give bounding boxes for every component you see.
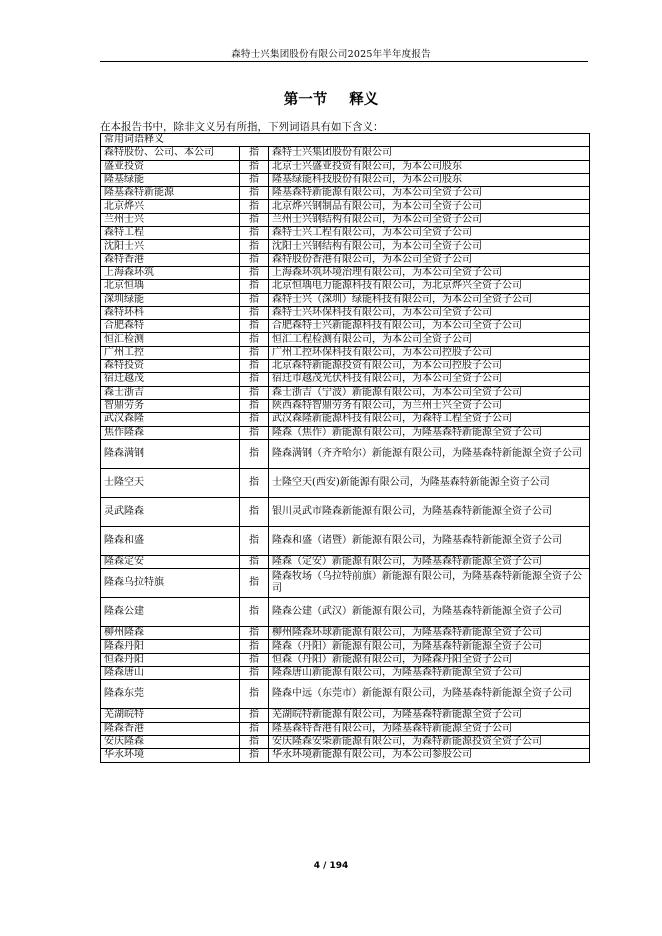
table-row: [101, 386, 590, 399]
zhi-cell: 指: [240, 569, 269, 598]
table-row: [101, 569, 590, 598]
meaning-cell: 北京森特新能源投资有限公司，为本公司控股子公司: [269, 360, 590, 373]
table-row: [101, 598, 590, 627]
table-row: [101, 306, 590, 319]
table-row: [101, 399, 590, 412]
zhi-cell: 指: [240, 439, 269, 468]
section-title: [0, 88, 662, 109]
zhi-cell: 指: [240, 653, 269, 666]
meaning-cell: 华永环境新能源有限公司，为本公司参股公司: [269, 749, 590, 762]
zhi-cell: 指: [240, 399, 269, 412]
term-cell: 兰州士兴: [101, 213, 240, 226]
zhi-cell: 指: [240, 346, 269, 359]
term-cell: 森特环科: [101, 306, 240, 319]
term-cell: 深圳绿能: [101, 293, 240, 306]
zhi-cell: 指: [240, 147, 269, 160]
meaning-cell: 森特士兴工程有限公司，为本公司全资子公司: [269, 227, 590, 240]
term-cell: 焦作隆森: [101, 426, 240, 439]
term-cell: 隆森香港: [101, 722, 240, 735]
zhi-cell: 指: [240, 240, 269, 253]
meaning-cell: 森特士兴（深圳）绿能科技有限公司，为本公司全资子公司: [269, 293, 590, 306]
meaning-cell: 隆森（丹阳）新能源有限公司，为隆基森特新能源全资子公司: [269, 640, 590, 653]
meaning-cell: 北京烨兴钢制品有限公司，为本公司全资子公司: [269, 200, 590, 213]
zhi-cell: 指: [240, 213, 269, 226]
zhi-cell: 指: [240, 413, 269, 426]
term-cell: 武汉森隆: [101, 413, 240, 426]
term-cell: 上海森环筑: [101, 266, 240, 279]
meaning-cell: 隆基森特香港有限公司，为隆基森特新能源全资子公司: [269, 722, 590, 735]
zhi-cell: 指: [240, 173, 269, 186]
term-cell: 士隆空天: [101, 468, 240, 497]
term-cell: 森特香港: [101, 253, 240, 266]
zhi-cell: 指: [240, 627, 269, 640]
term-cell: 隆基绿能: [101, 173, 240, 186]
meaning-cell: 合肥森特士兴新能源科技有限公司，为本公司全资子公司: [269, 320, 590, 333]
table-row: [101, 413, 590, 426]
meaning-cell: 芜湖皖特新能源有限公司，为隆基森特新能源全资子公司: [269, 709, 590, 722]
term-cell: 恒汇检测: [101, 333, 240, 346]
table-row: [101, 227, 590, 240]
zhi-cell: 指: [240, 640, 269, 653]
meaning-cell: 隆森和盛（诸暨）新能源有限公司，为隆基森特新能源全资子公司: [269, 526, 590, 555]
header-rule: [100, 61, 588, 62]
table-row: [101, 240, 590, 253]
table-row: [101, 722, 590, 735]
table-row: [101, 253, 590, 266]
term-cell: 隆森定安: [101, 555, 240, 568]
table-row: [101, 373, 590, 386]
zhi-cell: 指: [240, 253, 269, 266]
meaning-cell: 隆森中远（东莞市）新能源有限公司，为隆基森特新能源全资子公司: [269, 680, 590, 709]
zhi-cell: 指: [240, 360, 269, 373]
zhi-cell: 指: [240, 386, 269, 399]
term-cell: 沈阳士兴: [101, 240, 240, 253]
table-row: [101, 160, 590, 173]
zhi-cell: 指: [240, 266, 269, 279]
table-row: [101, 200, 590, 213]
term-cell: 森特工程: [101, 227, 240, 240]
intro-text: 在本报告书中，除非文义另有所指，下列词语具有如下含义：: [100, 121, 384, 133]
term-cell: 宿迁越茂: [101, 373, 240, 386]
meaning-cell: 隆森（焦作）新能源有限公司，为隆基森特新能源全资子公司: [269, 426, 590, 439]
meaning-cell: 隆森牧场（乌拉特前旗）新能源有限公司，为隆基森特新能源全资子公司: [269, 569, 590, 598]
meaning-cell: 上海森环筑环境治理有限公司，为本公司全资子公司: [269, 266, 590, 279]
table-row: [101, 293, 590, 306]
zhi-cell: 指: [240, 468, 269, 497]
zhi-cell: 指: [240, 497, 269, 526]
definitions-table: [100, 133, 590, 763]
term-cell: 隆基森特新能源: [101, 187, 240, 200]
table-row: [101, 667, 590, 680]
table-row: [101, 173, 590, 186]
term-cell: 柳州隆森: [101, 627, 240, 640]
section-number: 第一节: [283, 92, 328, 108]
table-row: [101, 213, 590, 226]
meaning-cell: 宿迁市越茂光伏科技有限公司，为本公司全资子公司: [269, 373, 590, 386]
meaning-cell: 北京恒瑀电力能源科技有限公司，为北京烨兴全资子公司: [269, 280, 590, 293]
meaning-cell: 森特股份香港有限公司，为本公司全资子公司: [269, 253, 590, 266]
term-cell: 隆森丹阳: [101, 640, 240, 653]
table-row: [101, 497, 590, 526]
zhi-cell: 指: [240, 667, 269, 680]
term-cell: 隆森满钢: [101, 439, 240, 468]
meaning-cell: 银川灵武市隆森新能源有限公司，为隆基森特新能源全资子公司: [269, 497, 590, 526]
table-row: [101, 640, 590, 653]
table-row: [101, 526, 590, 555]
zhi-cell: 指: [240, 598, 269, 627]
table-row: [101, 735, 590, 748]
zhi-cell: 指: [240, 526, 269, 555]
table-row: [101, 333, 590, 346]
meaning-cell: 隆森公建（武汉）新能源有限公司，为隆基森特新能源全资子公司: [269, 598, 590, 627]
term-cell: 芜湖皖特: [101, 709, 240, 722]
term-cell: 合肥森特: [101, 320, 240, 333]
meaning-cell: 森特士兴环保科技有限公司，为本公司全资子公司: [269, 306, 590, 319]
zhi-cell: 指: [240, 735, 269, 748]
meaning-cell: 恒森（丹阳）新能源有限公司，为隆森丹阳全资子公司: [269, 653, 590, 666]
table-row: [101, 187, 590, 200]
zhi-cell: 指: [240, 293, 269, 306]
meaning-cell: 恒汇工程检测有限公司，为本公司全资子公司: [269, 333, 590, 346]
term-cell: 广州工控: [101, 346, 240, 359]
zhi-cell: 指: [240, 722, 269, 735]
meaning-cell: 安庆隆森安柴新能源有限公司，为森特新能源投资全资子公司: [269, 735, 590, 748]
section-name: 释义: [349, 92, 379, 108]
term-cell: 隆森乌拉特旗: [101, 569, 240, 598]
meaning-cell: 隆森满钢（齐齐哈尔）新能源有限公司，为隆基森特新能源全资子公司: [269, 439, 590, 468]
term-cell: 灵武隆森: [101, 497, 240, 526]
term-cell: 森特股份、公司、本公司: [101, 147, 240, 160]
meaning-cell: 广州工控环保科技有限公司，为本公司控股子公司: [269, 346, 590, 359]
zhi-cell: 指: [240, 555, 269, 568]
table-heading-row: [101, 134, 590, 147]
meaning-cell: 隆基绿能科技股份有限公司，为本公司股东: [269, 173, 590, 186]
table-row: [101, 749, 590, 762]
table-row: [101, 147, 590, 160]
meaning-cell: 森士浙吉（宁波）新能源有限公司，为本公司全资子公司: [269, 386, 590, 399]
meaning-cell: 隆森唐山新能源有限公司，为隆基森特新能源全资子公司: [269, 667, 590, 680]
meaning-cell: 北京士兴盛亚投资有限公司，为本公司股东: [269, 160, 590, 173]
page-header: 森特士兴集团股份有限公司2025年半年度报告: [231, 49, 431, 60]
meaning-cell: 兰州士兴钢结构有限公司，为本公司全资子公司: [269, 213, 590, 226]
term-cell: 华永环境: [101, 749, 240, 762]
meaning-cell: 隆森（定安）新能源有限公司，为隆基森特新能源全资子公司: [269, 555, 590, 568]
table-row: [101, 680, 590, 709]
term-cell: 隆森公建: [101, 598, 240, 627]
meaning-cell: 隆基森特新能源有限公司，为本公司全资子公司: [269, 187, 590, 200]
table-row: [101, 439, 590, 468]
zhi-cell: 指: [240, 280, 269, 293]
table-heading: 常用词语释义: [101, 134, 590, 147]
zhi-cell: 指: [240, 333, 269, 346]
table-row: [101, 346, 590, 359]
table-row: [101, 426, 590, 439]
meaning-cell: 武汉森隆新能源科技有限公司，为森特工程全资子公司: [269, 413, 590, 426]
table-row: [101, 468, 590, 497]
zhi-cell: 指: [240, 200, 269, 213]
term-cell: 隆森东莞: [101, 680, 240, 709]
term-cell: 森士浙吉: [101, 386, 240, 399]
table-row: [101, 627, 590, 640]
zhi-cell: 指: [240, 320, 269, 333]
zhi-cell: 指: [240, 709, 269, 722]
term-cell: 恒森丹阳: [101, 653, 240, 666]
zhi-cell: 指: [240, 160, 269, 173]
table-row: [101, 360, 590, 373]
zhi-cell: 指: [240, 373, 269, 386]
term-cell: 安庆隆森: [101, 735, 240, 748]
term-cell: 智鼎劳务: [101, 399, 240, 412]
table-row: [101, 555, 590, 568]
zhi-cell: 指: [240, 227, 269, 240]
meaning-cell: 柳州隆森环球新能源有限公司，为隆基森特新能源全资子公司: [269, 627, 590, 640]
zhi-cell: 指: [240, 187, 269, 200]
term-cell: 森特投资: [101, 360, 240, 373]
term-cell: 隆森和盛: [101, 526, 240, 555]
zhi-cell: 指: [240, 680, 269, 709]
meaning-cell: 沈阳士兴钢结构有限公司，为本公司全资子公司: [269, 240, 590, 253]
term-cell: 盛亚投资: [101, 160, 240, 173]
table-row: [101, 266, 590, 279]
page-number: 4 / 194: [313, 861, 349, 871]
term-cell: 北京恒瑀: [101, 280, 240, 293]
meaning-cell: 森特士兴集团股份有限公司: [269, 147, 590, 160]
zhi-cell: 指: [240, 306, 269, 319]
table-row: [101, 709, 590, 722]
meaning-cell: 陕西森特智鼎劳务有限公司，为兰州士兴全资子公司: [269, 399, 590, 412]
zhi-cell: 指: [240, 426, 269, 439]
table-row: [101, 320, 590, 333]
term-cell: 北京烨兴: [101, 200, 240, 213]
table-row: [101, 653, 590, 666]
term-cell: 隆森唐山: [101, 667, 240, 680]
zhi-cell: 指: [240, 749, 269, 762]
table-row: [101, 280, 590, 293]
meaning-cell: 士隆空天(西安)新能源有限公司，为隆基森特新能源全资子公司: [269, 468, 590, 497]
